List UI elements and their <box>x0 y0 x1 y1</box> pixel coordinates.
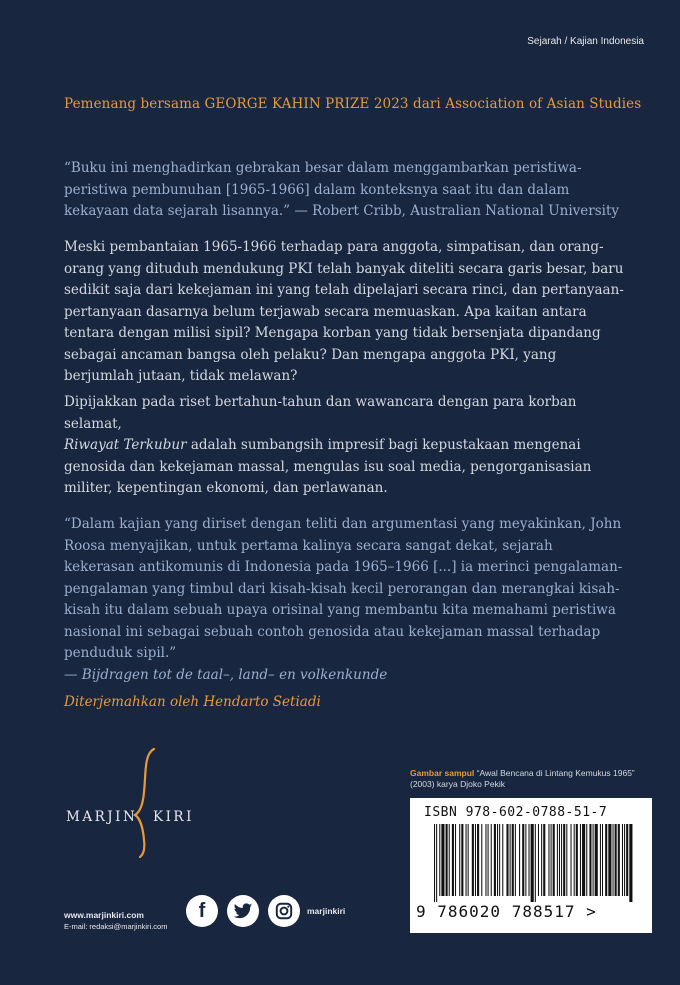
barcode-bar <box>485 824 486 896</box>
cover-art-credit <box>410 768 650 790</box>
barcode-bar <box>519 824 520 896</box>
barcode-bar <box>602 824 603 896</box>
cover-credit-text: “Awal Bencana di Lintang Kemukus 1965” (2003) karya Djoko Pekik <box>410 768 635 789</box>
barcode-bar <box>529 824 530 896</box>
barcode-bar <box>481 824 482 896</box>
barcode-bar <box>535 824 536 902</box>
publisher-name-left: MARJIN <box>66 809 138 825</box>
barcode-bar <box>455 824 456 896</box>
barcode-bar <box>589 824 591 896</box>
barcode-bar <box>561 824 562 896</box>
barcode-bar <box>499 824 500 896</box>
barcode-bar <box>449 824 450 896</box>
barcode-bar <box>452 824 454 896</box>
barcode-bar <box>566 824 567 896</box>
barcode-bar <box>551 824 552 896</box>
barcode-bar <box>605 824 607 896</box>
quote-2-text: “Dalam kajian yang diriset dengan teliti dan argumentasi yang meyakinkan, John Roosa menyajikan, untuk pertama kalinya secara sangat dekat, sejarah kekerasan antikomunis di Indonesia pada 1965–1966 [...] ia merinci pengalaman-pengalaman yang timbul dari kisah-kisah kecil perorangan dan merangkai kisah-kisah itu dalam sebuah upaya orisinal yang membantu kita memahami peristiwa nasional ini sebagai sebuah contoh genosida atau kekejaman massal terhadap penduduk sipil.” <box>64 516 623 661</box>
barcode-bar <box>506 824 508 896</box>
category-label: Sejarah / Kajian Indonesia <box>527 36 644 47</box>
barcode-bar <box>441 824 444 896</box>
barcode-bar <box>618 824 620 896</box>
barcode-bar <box>531 824 534 902</box>
barcode-bar <box>541 824 542 896</box>
barcode-bar <box>586 824 587 896</box>
barcode-bar <box>475 824 476 896</box>
barcode-bar <box>553 824 555 896</box>
social-handle[interactable]: marjinkiri <box>307 906 346 916</box>
barcode-bar <box>446 824 448 896</box>
contact-info <box>64 910 167 931</box>
barcode-bar <box>522 824 524 896</box>
barcode-bars <box>434 824 634 902</box>
barcode-bar <box>543 824 545 896</box>
quote-robert-cribb: “Buku ini menghadirkan gebrakan besar dalam menggambarkan peristiwa-peristiwa pembunuhan [1965-1966] dalam konteksnya saat itu dan dalam kekayaan data sejarah lisannya.” — Robert Cribb, Australian National University <box>64 160 620 219</box>
publisher-logo <box>60 748 210 858</box>
barcode-bar <box>461 824 463 896</box>
barcode-bar <box>576 824 578 896</box>
award-line: Pemenang bersama GEORGE KAHIN PRIZE 2023 dari Association of Asian Studies <box>64 96 642 112</box>
barcode-bar <box>563 824 565 896</box>
isbn-barcode <box>410 798 652 933</box>
barcode-bar <box>491 824 492 896</box>
barcode-bar <box>615 824 617 896</box>
barcode-bar <box>472 824 474 896</box>
cover-credit-label: Gambar sampul <box>410 768 475 778</box>
barcode-bar <box>439 824 440 896</box>
barcode-bar <box>466 824 467 896</box>
barcode-bar <box>512 824 514 896</box>
barcode-bar <box>629 824 632 902</box>
email-address[interactable]: E-mail: redaksi@marjinkiri.com <box>64 922 168 931</box>
barcode-bar <box>580 824 581 896</box>
isbn-number: ISBN 978-602-0788-51-7 <box>424 805 608 820</box>
barcode-bar <box>608 824 611 896</box>
barcode-bar <box>548 824 549 896</box>
publisher-name-right: KIRI <box>153 809 194 825</box>
barcode-bar <box>477 824 479 896</box>
barcode-bar <box>626 824 628 896</box>
barcode-bar <box>510 824 511 896</box>
barcode-bar <box>595 824 598 896</box>
barcode-bar <box>622 824 623 896</box>
barcode-digits: 9 786020 788517 > <box>416 902 597 921</box>
barcode-bar <box>494 824 496 896</box>
barcode-bar <box>515 824 516 896</box>
barcode-bar <box>497 824 498 896</box>
blurb-paragraph-1: Meski pembantaian 1965-1966 terhadap para anggota, simpatisan, dan orang-orang yang dituduh mendukung PKI telah banyak diteliti secara garis besar, baru sedikit saja dari kekejaman ini yang telah dipelajari secara rinci, dan pertanyaan-pertanyaan dasarnya belum terjawab secara memuaskan. Apa kaitan antara tentara dengan milisi sipil? Mengapa korban yang tidak bersenjata dipandang sebagai ancaman bangsa oleh pelaku? Dan mengapa anggota PKI, yang berjumlah jutaan, tidak melawan? <box>64 239 624 384</box>
curly-brace-logo-icon <box>60 748 210 858</box>
quote-2-source: — Bijdragen tot de taal–, land– en volkenkunde <box>64 666 388 683</box>
barcode-bar <box>468 824 469 896</box>
book-title: Riwayat Terkubur <box>64 437 187 453</box>
barcode-bar <box>571 824 572 896</box>
barcode-bar <box>436 824 437 902</box>
barcode-bar <box>624 824 625 896</box>
website-link[interactable]: www.marjinkiri.com <box>64 910 144 920</box>
barcode-bar <box>488 824 489 896</box>
barcode-bar <box>538 824 539 896</box>
barcode-bar <box>582 824 585 896</box>
barcode-bar <box>559 824 560 896</box>
instagram-icon[interactable] <box>268 895 300 927</box>
barcode-bar <box>574 824 575 896</box>
barcode-bar <box>613 824 614 896</box>
barcode-bar <box>525 824 526 896</box>
paragraph-2-lead: Dipijakkan pada riset bertahun-tahun dan wawancara dengan para korban selamat, <box>64 394 577 432</box>
paragraph-2-rest: adalah sumbangsih impresif bagi kepustakaan mengenai genosida dan kekejaman massal, mengulas isu soal media, pengorganisasian militer, kepentingan ekonomi, dan perlawanan. <box>64 437 592 496</box>
barcode-bar <box>459 824 460 896</box>
barcode-bar <box>557 824 558 896</box>
barcode-bar <box>600 824 601 896</box>
facebook-icon[interactable]: f <box>186 895 218 927</box>
barcode-bar <box>502 824 503 896</box>
blurb-paragraph-2 <box>64 392 624 500</box>
social-links <box>186 895 345 927</box>
translator-credit: Diterjemahkan oleh Hendarto Setiadi <box>64 694 321 710</box>
quote-bijdragen <box>64 514 624 686</box>
twitter-icon[interactable] <box>227 895 259 927</box>
barcode-bar <box>434 824 435 902</box>
barcode-bar <box>593 824 594 896</box>
